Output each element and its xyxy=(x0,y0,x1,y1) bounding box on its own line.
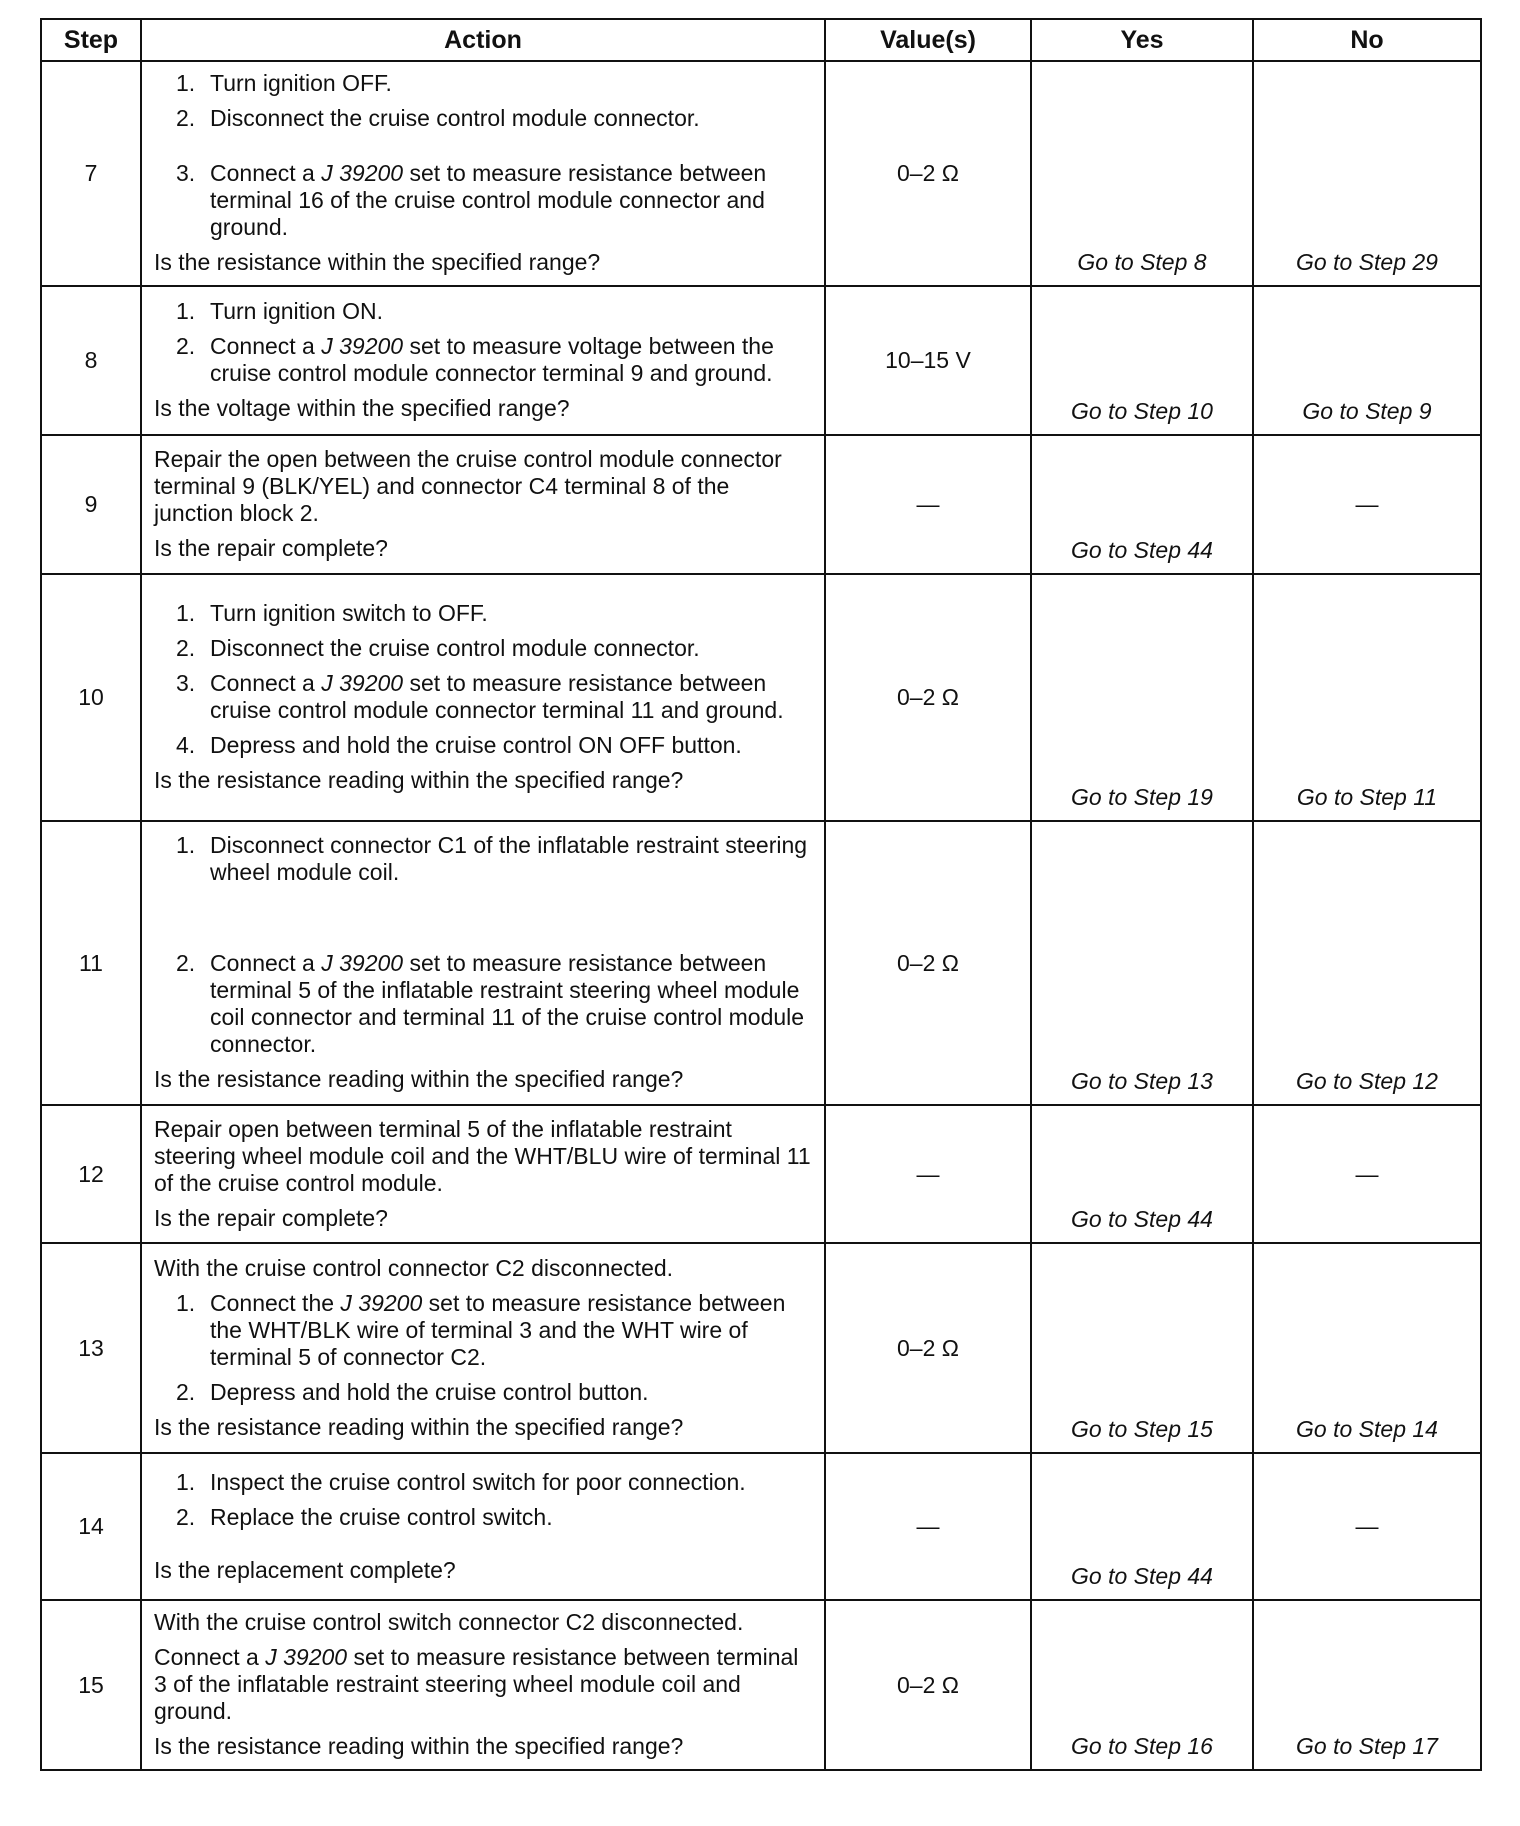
table-row xyxy=(41,574,1481,821)
step-number: 12 xyxy=(41,1105,141,1243)
no-cell: — xyxy=(1253,435,1481,574)
action-question: Is the resistance within the specified range? xyxy=(154,249,601,275)
action-cell xyxy=(141,286,825,435)
tool-name: J 39200 xyxy=(321,950,404,976)
list-item: 1. Inspect the cruise control switch for poor connection. xyxy=(176,1468,746,1495)
action-question: Is the voltage within the specified range? xyxy=(154,395,570,421)
action-list xyxy=(154,70,814,241)
no-cell: — xyxy=(1253,1453,1481,1600)
table-row xyxy=(41,821,1481,1105)
action-list xyxy=(154,1290,814,1406)
yes-cell: Go to Step 16 xyxy=(1031,1600,1253,1770)
tool-name: J 39200 xyxy=(321,670,404,696)
value-cell: 0–2 Ω xyxy=(825,61,1031,286)
step-number: 11 xyxy=(41,821,141,1105)
tool-name: J 39200 xyxy=(265,1644,348,1670)
action-text: With the cruise control switch connector C2 disconnected. xyxy=(154,1609,744,1635)
yes-cell: Go to Step 19 xyxy=(1031,574,1253,821)
action-cell xyxy=(141,435,825,574)
tool-name: J 39200 xyxy=(321,333,404,359)
yes-cell: Go to Step 44 xyxy=(1031,435,1253,574)
tool-name: J 39200 xyxy=(321,160,404,186)
value-cell: — xyxy=(825,435,1031,574)
table-row xyxy=(41,435,1481,574)
value-cell: — xyxy=(825,1105,1031,1243)
list-item: 2. Disconnect the cruise control module connector. xyxy=(176,635,700,661)
header-yes: Yes xyxy=(1031,19,1253,61)
no-cell: Go to Step 17 xyxy=(1253,1600,1481,1770)
action-cell xyxy=(141,1453,825,1600)
list-item: 1. Connect the J 39200 set to measure resistance between the WHT/BLK wire of terminal 3 and the WHT wire of terminal 5 of connector C2. xyxy=(176,1289,786,1370)
action-cell xyxy=(141,821,825,1105)
step-number: 7 xyxy=(41,61,141,286)
diagnostic-table xyxy=(40,18,1482,1771)
action-cell xyxy=(141,574,825,821)
action-cell xyxy=(141,1243,825,1453)
list-item: 1. Turn ignition OFF. xyxy=(176,70,392,96)
no-cell: Go to Step 9 xyxy=(1253,286,1481,435)
step-number: 14 xyxy=(41,1453,141,1600)
yes-cell: Go to Step 13 xyxy=(1031,821,1253,1105)
list-item: 4. Depress and hold the cruise control ON OFF button. xyxy=(176,732,742,758)
value-cell: 10–15 V xyxy=(825,286,1031,435)
no-cell: Go to Step 11 xyxy=(1253,574,1481,821)
list-item: 2. Disconnect the cruise control module connector. xyxy=(176,105,700,131)
diagnostic-document xyxy=(40,18,1480,1771)
no-cell: Go to Step 29 xyxy=(1253,61,1481,286)
action-question: Is the repair complete? xyxy=(154,535,388,561)
action-question: Is the resistance reading within the specified range? xyxy=(154,767,684,793)
action-text: Connect a J 39200 set to measure resistance between terminal 3 of the inflatable restraint steering wheel module coil and ground. xyxy=(154,1644,799,1724)
action-question: Is the repair complete? xyxy=(154,1204,388,1231)
list-item: 1. Disconnect connector C1 of the inflatable restraint steering wheel module coil. xyxy=(176,832,808,885)
value-cell: 0–2 Ω xyxy=(825,1243,1031,1453)
table-header-row xyxy=(41,19,1481,61)
action-cell xyxy=(141,61,825,286)
header-values: Value(s) xyxy=(825,19,1031,61)
no-cell: — xyxy=(1253,1105,1481,1243)
action-question: Is the resistance reading within the specified range? xyxy=(154,1733,684,1759)
list-item: 2. Connect a J 39200 set to measure voltage between the cruise control module connector terminal 9 and ground. xyxy=(176,333,774,386)
action-text: Repair open between terminal 5 of the inflatable restraint steering wheel module coil and the WHT/BLU wire of terminal 11 of the cruise control module. xyxy=(154,1115,811,1196)
action-question: Is the resistance reading within the specified range? xyxy=(154,1066,684,1092)
step-number: 13 xyxy=(41,1243,141,1453)
header-action: Action xyxy=(141,19,825,61)
table-row xyxy=(41,1600,1481,1770)
action-cell xyxy=(141,1600,825,1770)
list-item: 3. Connect a J 39200 set to measure resistance between cruise control module connector terminal 11 and ground. xyxy=(176,670,784,723)
list-item: 2. Connect a J 39200 set to measure resistance between terminal 5 of the inflatable restraint steering wheel module coil connector and terminal 11 of the cruise control module connector. xyxy=(176,950,805,1057)
action-list xyxy=(154,298,814,387)
list-item: 1. Turn ignition switch to OFF. xyxy=(176,600,488,626)
yes-cell: Go to Step 8 xyxy=(1031,61,1253,286)
action-list xyxy=(154,600,814,759)
table-row xyxy=(41,1105,1481,1243)
step-number: 9 xyxy=(41,435,141,574)
header-no: No xyxy=(1253,19,1481,61)
action-cell xyxy=(141,1105,825,1243)
action-text: Repair the open between the cruise control module connector terminal 9 (BLK/YEL) and connector C4 terminal 8 of the junction block 2. xyxy=(154,446,782,526)
table-row xyxy=(41,286,1481,435)
header-step: Step xyxy=(41,19,141,61)
action-question: Is the resistance reading within the specified range? xyxy=(154,1413,684,1440)
action-question: Is the replacement complete? xyxy=(154,1556,456,1583)
value-cell: 0–2 Ω xyxy=(825,821,1031,1105)
list-item: 3. Connect a J 39200 set to measure resistance between terminal 16 of the cruise control module connector and ground. xyxy=(176,160,767,240)
value-cell: 0–2 Ω xyxy=(825,574,1031,821)
table-row xyxy=(41,1243,1481,1453)
yes-cell: Go to Step 10 xyxy=(1031,286,1253,435)
step-number: 15 xyxy=(41,1600,141,1770)
yes-cell: Go to Step 44 xyxy=(1031,1105,1253,1243)
action-list xyxy=(154,832,814,1058)
action-list xyxy=(154,1469,814,1531)
list-item: 2. Depress and hold the cruise control button. xyxy=(176,1378,649,1405)
step-number: 8 xyxy=(41,286,141,435)
step-number: 10 xyxy=(41,574,141,821)
value-cell: 0–2 Ω xyxy=(825,1600,1031,1770)
action-text: With the cruise control connector C2 disconnected. xyxy=(154,1254,674,1281)
table-row xyxy=(41,1453,1481,1600)
list-item: 1. Turn ignition ON. xyxy=(176,298,383,324)
no-cell: Go to Step 12 xyxy=(1253,821,1481,1105)
yes-cell: Go to Step 44 xyxy=(1031,1453,1253,1600)
list-item: 2. Replace the cruise control switch. xyxy=(176,1503,553,1530)
no-cell: Go to Step 14 xyxy=(1253,1243,1481,1453)
yes-cell: Go to Step 15 xyxy=(1031,1243,1253,1453)
table-row xyxy=(41,61,1481,286)
value-cell: — xyxy=(825,1453,1031,1600)
tool-name: J 39200 xyxy=(340,1289,423,1316)
